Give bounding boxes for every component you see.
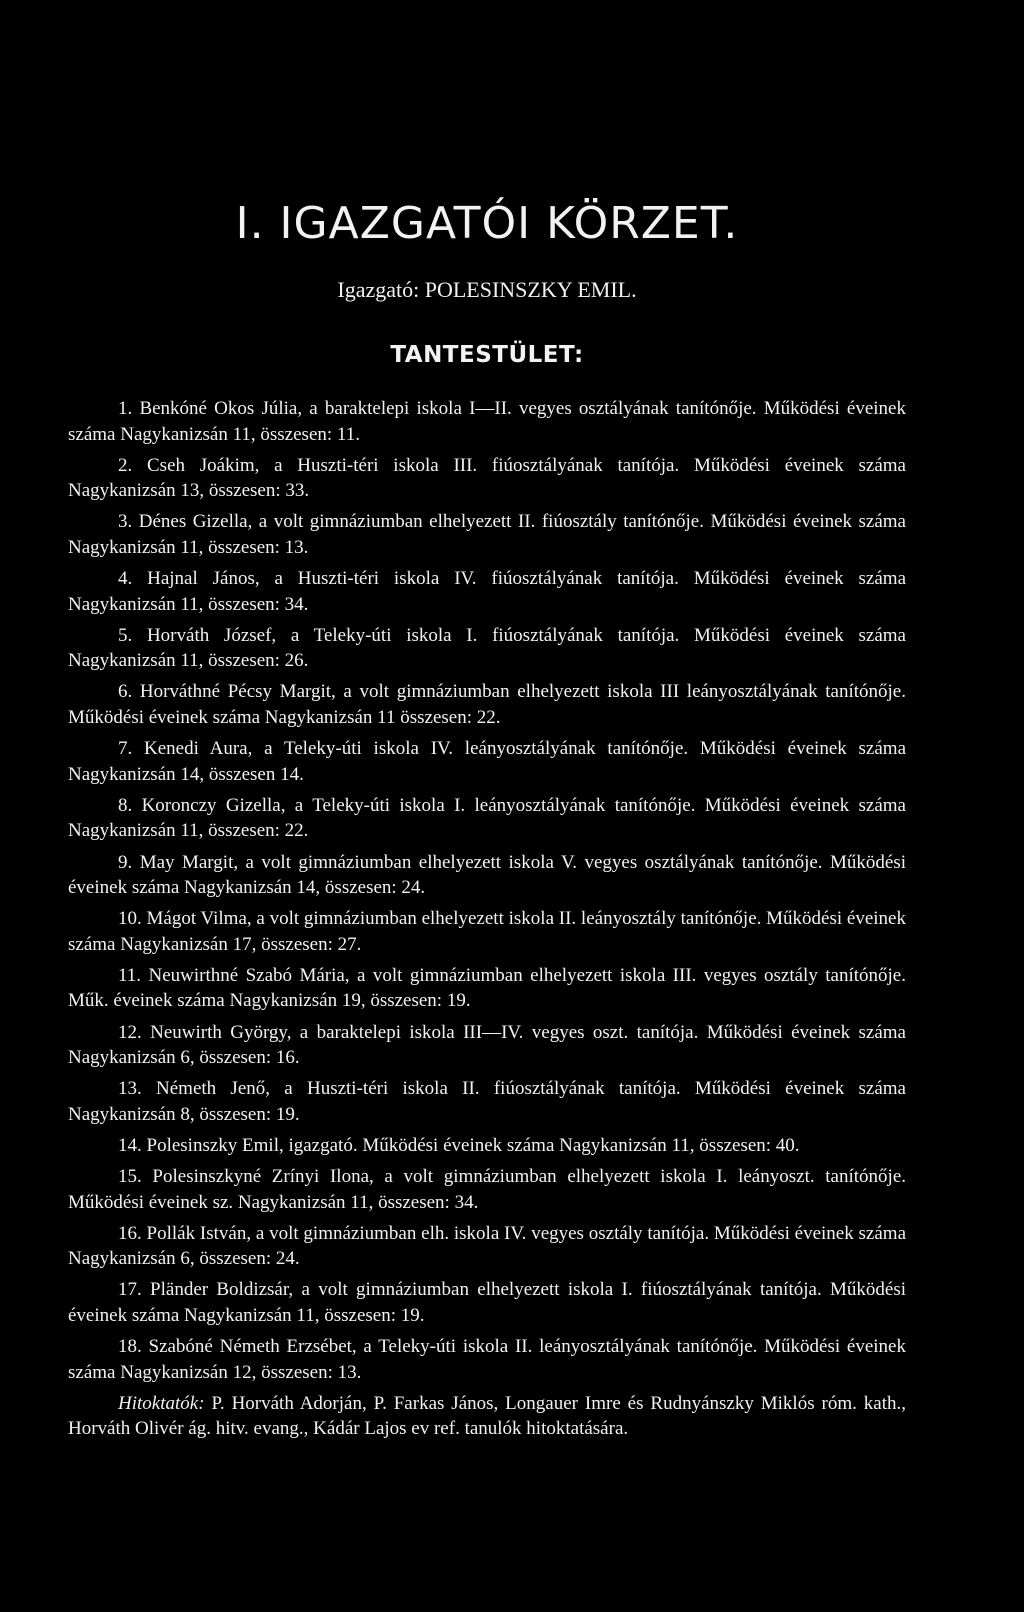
staff-entry: 6. Horváthné Pécsy Margit, a volt gimnáziumban elhelyezett iskola III leányosztályának tanítónője. Működési éveinek száma Nagykanizsán 11 összesen: 22. <box>68 681 906 729</box>
staff-entry: 15. Polesinszkyné Zrínyi Ilona, a volt gimnáziumban elhelyezett iskola I. leányoszt. tanítónője. Működési éveinek sz. Nagykanizsán 11, összesen: 34. <box>68 1166 906 1213</box>
staff-entry: 2. Cseh Joákim, a Huszti-téri iskola III. fiúosztályának tanítója. Működési éveinek száma Nagykanizsán 13, összesen: 33. <box>68 454 906 502</box>
staff-heading: TANTESTÜLET: <box>390 342 584 368</box>
staff-entry: 5. Horváth József, a Teleky-úti iskola I. fiúosztályának tanítója. Működési éveinek száma Nagykanizsán 11, összesen: 26. <box>68 624 906 672</box>
document-page <box>68 198 906 1447</box>
religion-teachers-text: P. Horváth Adorján, P. Farkas János, Longauer Imre és Rudnyánszky Miklós róm. kath., Horváth Olivér ág. hitv. evang., Kádár Lajos ev ref. tanulók hitoktatására. <box>68 1392 906 1440</box>
district-heading: I. IGAZGATÓI KÖRZET. <box>235 198 739 249</box>
staff-entry: 3. Dénes Gizella, a volt gimnáziumban elhelyezett II. fiúosztály tanítónője. Működési éveinek száma Nagykanizsán 11, összesen: 13. <box>68 511 906 558</box>
staff-entry: 12. Neuwirth György, a baraktelepi iskola III—IV. vegyes oszt. tanítója. Működési éveinek száma Nagykanizsán 6, összesen: 16. <box>68 1021 906 1069</box>
staff-entry: 9. May Margit, a volt gimnáziumban elhelyezett iskola V. vegyes osztályának tanítónője. Működési éveinek száma Nagykanizsán 14, összesen: 24. <box>68 851 906 899</box>
staff-entry: 11. Neuwirthné Szabó Mária, a volt gimnáziumban elhelyezett iskola III. vegyes osztály tanítónője. Műk. éveinek száma Nagykanizsán 19, összesen: 19. <box>68 964 906 1012</box>
staff-entry: 13. Németh Jenő, a Huszti-téri iskola II. fiúosztályának tanítója. Működési éveinek száma Nagykanizsán 8, összesen: 19. <box>68 1078 906 1125</box>
staff-entry: 18. Szabóné Németh Erzsébet, a Teleky-úti iskola II. leányosztályának tanítónője. Működési éveinek száma Nagykanizsán 12, összesen: 13. <box>68 1336 906 1383</box>
staff-entry: 10. Mágot Vilma, a volt gimnáziumban elhelyezett iskola II. leányosztály tanítónője. Működési éveinek száma Nagykanizsán 17, összesen: 27. <box>68 908 906 955</box>
director-line: Igazgató: POLESINSZKY EMIL. <box>337 277 637 302</box>
staff-entry: 4. Hajnal János, a Huszti-téri iskola IV. fiúosztályának tanítója. Működési éveinek száma Nagykanizsán 11, összesen: 34. <box>68 568 906 615</box>
staff-entry: 7. Kenedi Aura, a Teleky-úti iskola IV. leányosztályának tanítónője. Működési éveinek száma Nagykanizsán 14, összesen 14. <box>68 738 906 785</box>
staff-entry: 17. Pländer Boldizsár, a volt gimnáziumban elhelyezett iskola I. fiúosztályának tanítója. Működési éveinek száma Nagykanizsán 11, összesen: 19. <box>68 1279 906 1326</box>
religion-teachers-entry <box>68 1391 906 1442</box>
religion-teachers-label: Hitoktatók: <box>118 1392 205 1414</box>
staff-entry: 14. Polesinszky Emil, igazgató. Működési éveinek száma Nagykanizsán 11, összesen: 40. <box>118 1134 800 1156</box>
staff-entry: 16. Pollák István, a volt gimnáziumban elh. iskola IV. vegyes osztály tanítója. Működési éveinek száma Nagykanizsán 6, összesen: 24. <box>68 1222 906 1270</box>
staff-list <box>68 396 906 1442</box>
staff-entry: 8. Koronczy Gizella, a Teleky-úti iskola I. leányosztályának tanítónője. Működési éveinek száma Nagykanizsán 11, összesen: 22. <box>68 794 906 842</box>
staff-entry: 1. Benkóné Okos Júlia, a baraktelepi iskola I—II. vegyes osztályának tanítónője. Működési éveinek száma Nagykanizsán 11, összesen: 11. <box>68 398 906 445</box>
